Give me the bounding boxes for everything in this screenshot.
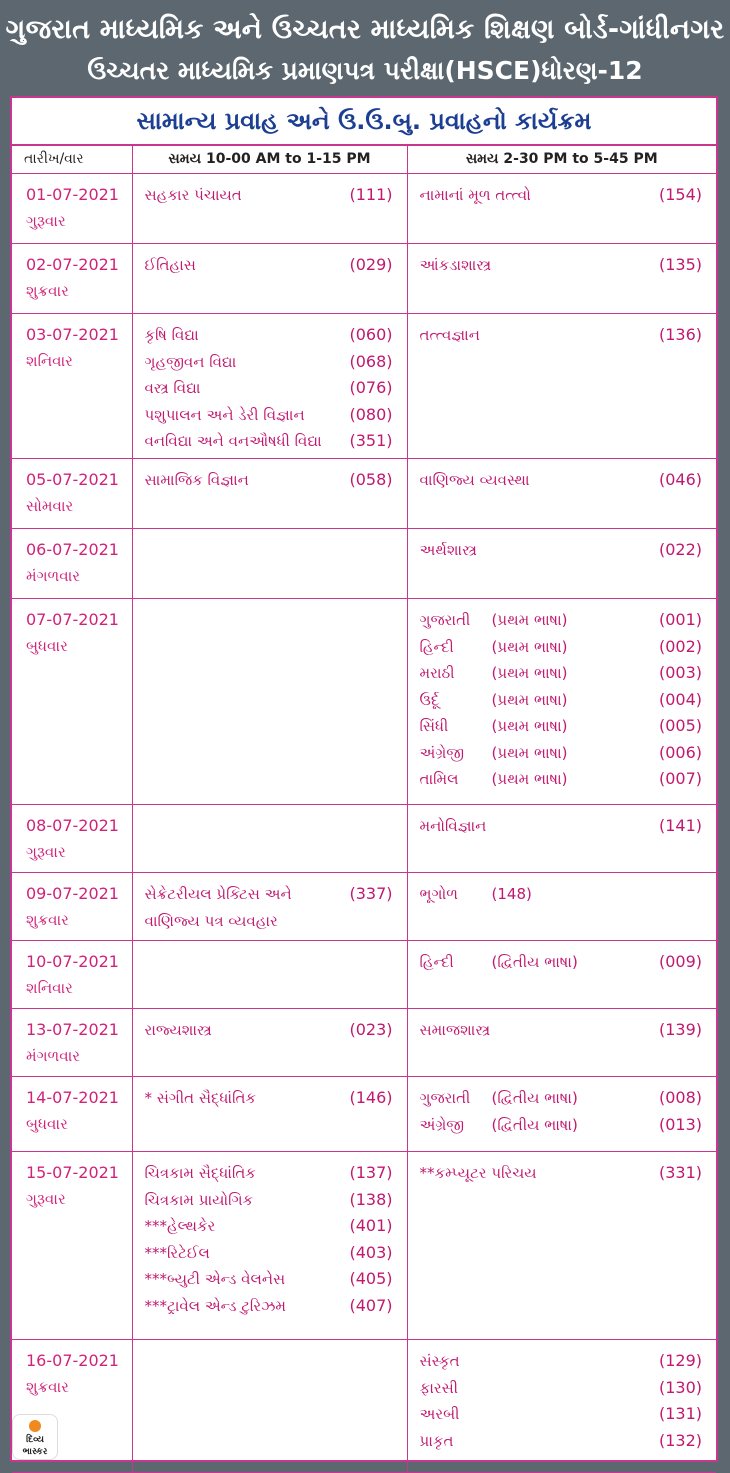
- subject-code: (023): [349, 1020, 393, 1039]
- subject-entry: [145, 428, 393, 455]
- exam-date: 16-07-2021: [26, 1351, 119, 1370]
- subject-qualifier: (દ્વિતીય ભાષા): [491, 1089, 578, 1107]
- subject-entry: [420, 252, 703, 279]
- subject-name: [145, 402, 305, 429]
- subject-name: [145, 908, 278, 935]
- subject-qualifier: (148): [491, 885, 532, 903]
- exam-date: 15-07-2021: [26, 1163, 119, 1182]
- subject-entry: [420, 1085, 703, 1112]
- subject-name: [145, 1160, 256, 1187]
- exam-date: 09-07-2021: [26, 884, 119, 903]
- subject-entry: [420, 182, 703, 209]
- subject-name: [145, 467, 249, 494]
- afternoon-session-cell: [407, 1340, 716, 1473]
- exam-weekday: શુક્રવાર: [26, 911, 69, 929]
- subject-code: (351): [349, 431, 393, 450]
- subject-entry: [420, 1112, 703, 1139]
- subject-name: [145, 375, 201, 402]
- subject-label: ભૂગોળ: [419, 885, 458, 903]
- table-row: [12, 314, 716, 459]
- subject-name: [145, 322, 199, 349]
- subject-name: [145, 252, 196, 279]
- subject-label: **કમ્પ્યૂટર પરિચય: [419, 1164, 537, 1182]
- subject-code: (141): [658, 816, 702, 835]
- subject-code: (131): [658, 1404, 702, 1423]
- subject-qualifier: (પ્રથમ ભાષા): [491, 743, 568, 762]
- subject-label: ઉર્દૂ: [419, 690, 440, 709]
- subject-label: અંગ્રેજી: [419, 1115, 465, 1134]
- exam-date: 06-07-2021: [26, 540, 119, 559]
- subject-qualifier: (પ્રથમ ભાષા): [491, 717, 568, 735]
- subject-entry: [420, 949, 703, 976]
- afternoon-session-cell: [407, 459, 716, 529]
- exam-date: 01-07-2021: [26, 185, 119, 204]
- afternoon-column-header: સમય 2-30 PM to 5-45 PM: [407, 146, 716, 174]
- subject-entry: [145, 1213, 393, 1240]
- subject-code: (132): [658, 1430, 702, 1450]
- afternoon-session-cell: [407, 244, 716, 314]
- date-cell: [12, 1009, 132, 1077]
- subject-entry: [420, 766, 703, 793]
- subject-label: હિન્દી: [419, 953, 454, 971]
- subject-name: [420, 607, 568, 634]
- exam-weekday: બુધવાર: [26, 1115, 68, 1133]
- subject-name: [145, 1240, 210, 1267]
- subject-label: સમાજશાસ્ત્ર: [419, 1021, 491, 1039]
- subject-label: વાણિજ્ય પત્ર વ્યવહાર: [144, 911, 278, 930]
- afternoon-session-cell: [407, 1009, 716, 1077]
- subject-name: [420, 687, 568, 714]
- subject-entry: [145, 908, 393, 935]
- exam-weekday: સોમવાર: [26, 497, 74, 515]
- exam-weekday: શનિવાર: [26, 979, 73, 997]
- subject-code: (005): [658, 716, 702, 735]
- subject-name: [420, 252, 492, 279]
- subject-label: કૃષિ વિદ્યા: [144, 326, 199, 344]
- exam-date: 10-07-2021: [26, 952, 119, 971]
- subject-name: [420, 740, 568, 767]
- exam-weekday: શુક્રવાર: [26, 282, 69, 300]
- subject-code: (401): [349, 1216, 393, 1235]
- subject-code: (013): [658, 1114, 702, 1134]
- exam-date: 03-07-2021: [26, 325, 119, 344]
- subject-code: (129): [658, 1351, 702, 1370]
- logo-line2: ભાસ્કર: [22, 1447, 48, 1457]
- subject-label: ચિત્રકામ સૈદ્ધાંતિક: [144, 1164, 256, 1182]
- subject-entry: [420, 713, 703, 740]
- subject-label: પશુપાલન અને ડેરી વિજ્ઞાન: [144, 405, 305, 424]
- subject-qualifier: (પ્રથમ ભાષા): [491, 637, 568, 656]
- date-cell: [12, 244, 132, 314]
- subject-name: [420, 1160, 537, 1187]
- subject-name: [420, 1112, 578, 1139]
- subject-entry: [145, 1266, 393, 1293]
- afternoon-session-cell: [407, 805, 716, 873]
- subject-label: સેક્રેટરીયલ પ્રેક્ટિસ અને: [144, 885, 292, 903]
- date-cell: [12, 599, 132, 805]
- table-row: [12, 244, 716, 314]
- subject-entry: [420, 607, 703, 634]
- subject-entry: [145, 375, 393, 402]
- morning-session-cell: [132, 529, 407, 599]
- morning-session-cell: [132, 599, 407, 805]
- subject-code: (331): [658, 1163, 702, 1182]
- morning-column-header: સમય 10-00 AM to 1-15 PM: [132, 146, 407, 174]
- subject-qualifier: (પ્રથમ ભાષા): [491, 690, 568, 709]
- exam-weekday: ગુરૂવાર: [26, 843, 66, 861]
- exam-weekday: મંગળવાર: [26, 1047, 81, 1065]
- subject-entry: [145, 252, 393, 279]
- exam-date: 13-07-2021: [26, 1020, 119, 1039]
- subject-entry: [145, 1187, 393, 1214]
- subject-name: [420, 1085, 578, 1112]
- subject-name: [145, 349, 237, 376]
- subject-code: (146): [349, 1088, 393, 1107]
- subject-label: ***હેલ્થકેર: [144, 1217, 216, 1235]
- subject-label: સહકાર પંચાયત: [144, 186, 242, 204]
- date-cell: [12, 873, 132, 941]
- subject-entry: [420, 740, 703, 767]
- morning-session-cell: [132, 873, 407, 941]
- schedule-body: [12, 174, 716, 1473]
- subject-code: (058): [349, 470, 393, 489]
- exam-date: 02-07-2021: [26, 255, 119, 274]
- subject-name: [420, 322, 480, 349]
- subject-label: સિંધી: [419, 717, 449, 735]
- schedule-sheet: [10, 96, 718, 1462]
- afternoon-session-cell: [407, 1152, 716, 1340]
- subject-code: (337): [349, 884, 393, 903]
- subject-entry: [420, 813, 703, 840]
- morning-session-cell: [132, 1077, 407, 1152]
- subject-code: (405): [349, 1269, 393, 1288]
- table-row: [12, 1340, 716, 1473]
- subject-code: (009): [658, 952, 702, 971]
- subject-label: નામાનાં મૂળ તત્ત્વો: [419, 186, 531, 204]
- subject-code: (136): [658, 325, 702, 344]
- table-row: [12, 529, 716, 599]
- subject-name: [420, 766, 568, 793]
- subject-label: વનવિદ્યા અને વનઔષધી વિદ્યા: [144, 432, 322, 450]
- afternoon-session-cell: [407, 529, 716, 599]
- subject-code: (060): [349, 325, 393, 344]
- subject-entry: [420, 1017, 703, 1044]
- table-row: [12, 1009, 716, 1077]
- exam-date: 07-07-2021: [26, 610, 119, 629]
- date-cell: [12, 174, 132, 244]
- subject-name: [145, 1085, 257, 1112]
- subject-qualifier: (દ્વિતીય ભાષા): [491, 953, 578, 971]
- afternoon-session-cell: [407, 941, 716, 1009]
- subject-name: [145, 182, 242, 209]
- date-cell: [12, 459, 132, 529]
- board-title: ગુજરાત માધ્યમિક અને ઉચ્ચતર માધ્યમિક શિક્ષણ બોર્ડ-ગાંધીનગર: [5, 14, 725, 45]
- exam-weekday: બુધવાર: [26, 637, 68, 655]
- subject-code: (046): [658, 470, 702, 489]
- subject-entry: [420, 1348, 703, 1375]
- morning-session-cell: [132, 244, 407, 314]
- subject-entry: [420, 322, 703, 349]
- morning-session-cell: [132, 1009, 407, 1077]
- subject-label: મનોવિજ્ઞાન: [419, 817, 487, 835]
- exam-weekday: મંગળવાર: [26, 567, 81, 585]
- subject-label: રાજ્યશાસ્ત્ર: [144, 1021, 212, 1039]
- subject-entry: [145, 1160, 393, 1187]
- subject-label: મરાઠી: [419, 664, 455, 682]
- table-row: [12, 1152, 716, 1340]
- subject-label: વસ્ત્ર વિદ્યા: [144, 379, 201, 397]
- exam-weekday: શુક્રવાર: [26, 1378, 69, 1396]
- subject-name: [145, 881, 292, 908]
- date-cell: [12, 1152, 132, 1340]
- subject-code: (029): [349, 255, 393, 274]
- logo-sun-icon: [29, 1420, 41, 1432]
- afternoon-session-cell: [407, 314, 716, 459]
- subject-qualifier: (દ્વિતીય ભાષા): [491, 1115, 578, 1134]
- subject-code: (138): [349, 1189, 393, 1209]
- subject-label: અરબી: [419, 1405, 460, 1423]
- subject-entry: [145, 322, 393, 349]
- subject-label: ***રિટેઈલ: [144, 1243, 210, 1262]
- schedule-table: [12, 146, 716, 1473]
- subject-name: [420, 1428, 454, 1455]
- subject-code: (135): [658, 255, 702, 274]
- subject-label: ગુજરાતી: [419, 1089, 471, 1107]
- subject-name: [420, 634, 568, 661]
- date-cell: [12, 805, 132, 873]
- subject-label: ઈતિહાસ: [144, 256, 196, 274]
- afternoon-session-cell: [407, 1077, 716, 1152]
- exam-date: 05-07-2021: [26, 470, 119, 489]
- exam-date: 08-07-2021: [26, 816, 119, 835]
- subject-code: (008): [658, 1088, 702, 1107]
- subject-name: [420, 813, 487, 840]
- subject-label: આંકડાશાસ્ત્ર: [419, 256, 492, 274]
- subject-code: (137): [349, 1163, 393, 1182]
- subject-code: (407): [349, 1295, 393, 1315]
- subject-name: [420, 660, 568, 687]
- table-row: [12, 1077, 716, 1152]
- subject-entry: [145, 881, 393, 908]
- subject-entry: [420, 1428, 703, 1455]
- subject-label: અંગ્રેજી: [419, 743, 465, 762]
- subject-label: ગૃહજીવન વિદ્યા: [144, 352, 237, 371]
- subject-code: (154): [658, 185, 702, 204]
- subject-label: અર્થશાસ્ત્ર: [419, 541, 477, 559]
- subject-name: [420, 1017, 491, 1044]
- subject-label: સંસ્કૃત: [419, 1352, 460, 1370]
- subject-code: (139): [658, 1020, 702, 1039]
- subject-qualifier: (પ્રથમ ભાષા): [491, 664, 568, 682]
- table-header-row: [12, 146, 716, 174]
- morning-session-cell: [132, 459, 407, 529]
- subject-code: (130): [658, 1377, 702, 1397]
- subject-entry: [420, 634, 703, 661]
- table-row: [12, 805, 716, 873]
- exam-weekday: ગુરૂવાર: [26, 212, 66, 230]
- subject-entry: [145, 182, 393, 209]
- subject-label: ગુજરાતી: [419, 611, 471, 629]
- morning-session-cell: [132, 1152, 407, 1340]
- morning-session-cell: [132, 805, 407, 873]
- table-row: [12, 459, 716, 529]
- subject-label: સામાજિક વિજ્ઞાન: [144, 471, 249, 489]
- table-row: [12, 941, 716, 1009]
- morning-session-cell: [132, 174, 407, 244]
- morning-session-cell: [132, 1340, 407, 1473]
- subject-name: [145, 1266, 286, 1293]
- subject-name: [420, 881, 532, 908]
- subject-code: (111): [349, 185, 393, 204]
- exam-weekday: ગુરૂવાર: [26, 1190, 66, 1208]
- subject-entry: [145, 1240, 393, 1267]
- header: [0, 0, 730, 96]
- subject-code: (403): [349, 1242, 393, 1262]
- subject-name: [420, 1348, 460, 1375]
- subject-name: [420, 182, 531, 209]
- subject-code: (004): [658, 689, 702, 709]
- date-cell: [12, 941, 132, 1009]
- subject-entry: [420, 467, 703, 494]
- subject-label: ચિત્રકામ પ્રાયોગિક: [144, 1190, 254, 1209]
- subject-label: ***બ્યુટી એન્ડ વેલનેસ: [144, 1270, 286, 1288]
- afternoon-session-cell: [407, 873, 716, 941]
- subject-label: પ્રાકૃત: [419, 1431, 454, 1450]
- subject-name: [145, 1187, 254, 1214]
- exam-title: ઉચ્ચતર માધ્યમિક પ્રમાણપત્ર પરીક્ષા(HSCE)ધોરણ-12: [87, 56, 643, 85]
- subject-code: (007): [658, 769, 702, 788]
- subject-name: [145, 1017, 212, 1044]
- subject-entry: [145, 349, 393, 376]
- subject-code: (080): [349, 404, 393, 424]
- afternoon-session-cell: [407, 174, 716, 244]
- subject-code: (001): [658, 610, 702, 629]
- subject-qualifier: (પ્રથમ ભાષા): [491, 770, 568, 788]
- subject-code: (022): [658, 540, 702, 559]
- subject-entry: [420, 660, 703, 687]
- subject-label: તત્ત્વજ્ઞાન: [419, 326, 480, 344]
- afternoon-session-cell: [407, 599, 716, 805]
- subject-entry: [145, 1293, 393, 1320]
- subject-name: [420, 467, 530, 494]
- subject-qualifier: (પ્રથમ ભાષા): [491, 611, 568, 629]
- subject-entry: [145, 1017, 393, 1044]
- subject-label: તામિલ: [419, 770, 459, 788]
- subject-code: (002): [658, 636, 702, 656]
- subject-label: * સંગીત સૈદ્ધાંતિક: [144, 1089, 257, 1107]
- subject-name: [145, 428, 322, 455]
- subject-entry: [420, 1160, 703, 1187]
- morning-session-cell: [132, 314, 407, 459]
- subject-name: [145, 1213, 216, 1240]
- schedule-subtitle: સામાન્ય પ્રવાહ અને ઉ.ઉ.બુ. પ્રવાહનો કાર્યક્રમ: [12, 98, 716, 146]
- subject-entry: [145, 402, 393, 429]
- date-cell: [12, 1077, 132, 1152]
- subject-code: (003): [658, 663, 702, 682]
- subject-code: (006): [658, 742, 702, 762]
- date-column-header: તારીખ/વાર: [12, 146, 132, 174]
- subject-code: (068): [349, 351, 393, 371]
- subject-name: [420, 949, 578, 976]
- subject-entry: [145, 467, 393, 494]
- subject-name: [420, 1375, 459, 1402]
- date-cell: [12, 314, 132, 459]
- subject-name: [420, 537, 477, 564]
- subject-entry: [420, 881, 703, 908]
- logo-line1: દિવ્ય: [26, 1435, 44, 1445]
- subject-label: ***ટ્રાવેલ એન્ડ ટુરિઝમ: [144, 1296, 286, 1315]
- subject-entry: [420, 537, 703, 564]
- subject-name: [145, 1293, 286, 1320]
- subject-name: [420, 1401, 460, 1428]
- subject-name: [420, 713, 568, 740]
- subject-label: વાણિજ્ય વ્યવસ્થા: [419, 471, 530, 489]
- subject-entry: [145, 1085, 393, 1112]
- table-row: [12, 873, 716, 941]
- subject-entry: [420, 1401, 703, 1428]
- divya-bhaskar-logo: [12, 1414, 58, 1460]
- subject-entry: [420, 687, 703, 714]
- morning-session-cell: [132, 941, 407, 1009]
- exam-weekday: શનિવાર: [26, 352, 73, 370]
- subject-label: હિન્દી: [419, 637, 454, 656]
- subject-label: ફારસી: [419, 1378, 459, 1397]
- subject-code: (076): [349, 378, 393, 397]
- date-cell: [12, 529, 132, 599]
- table-row: [12, 174, 716, 244]
- exam-date: 14-07-2021: [26, 1088, 119, 1107]
- subject-entry: [420, 1375, 703, 1402]
- table-row: [12, 599, 716, 805]
